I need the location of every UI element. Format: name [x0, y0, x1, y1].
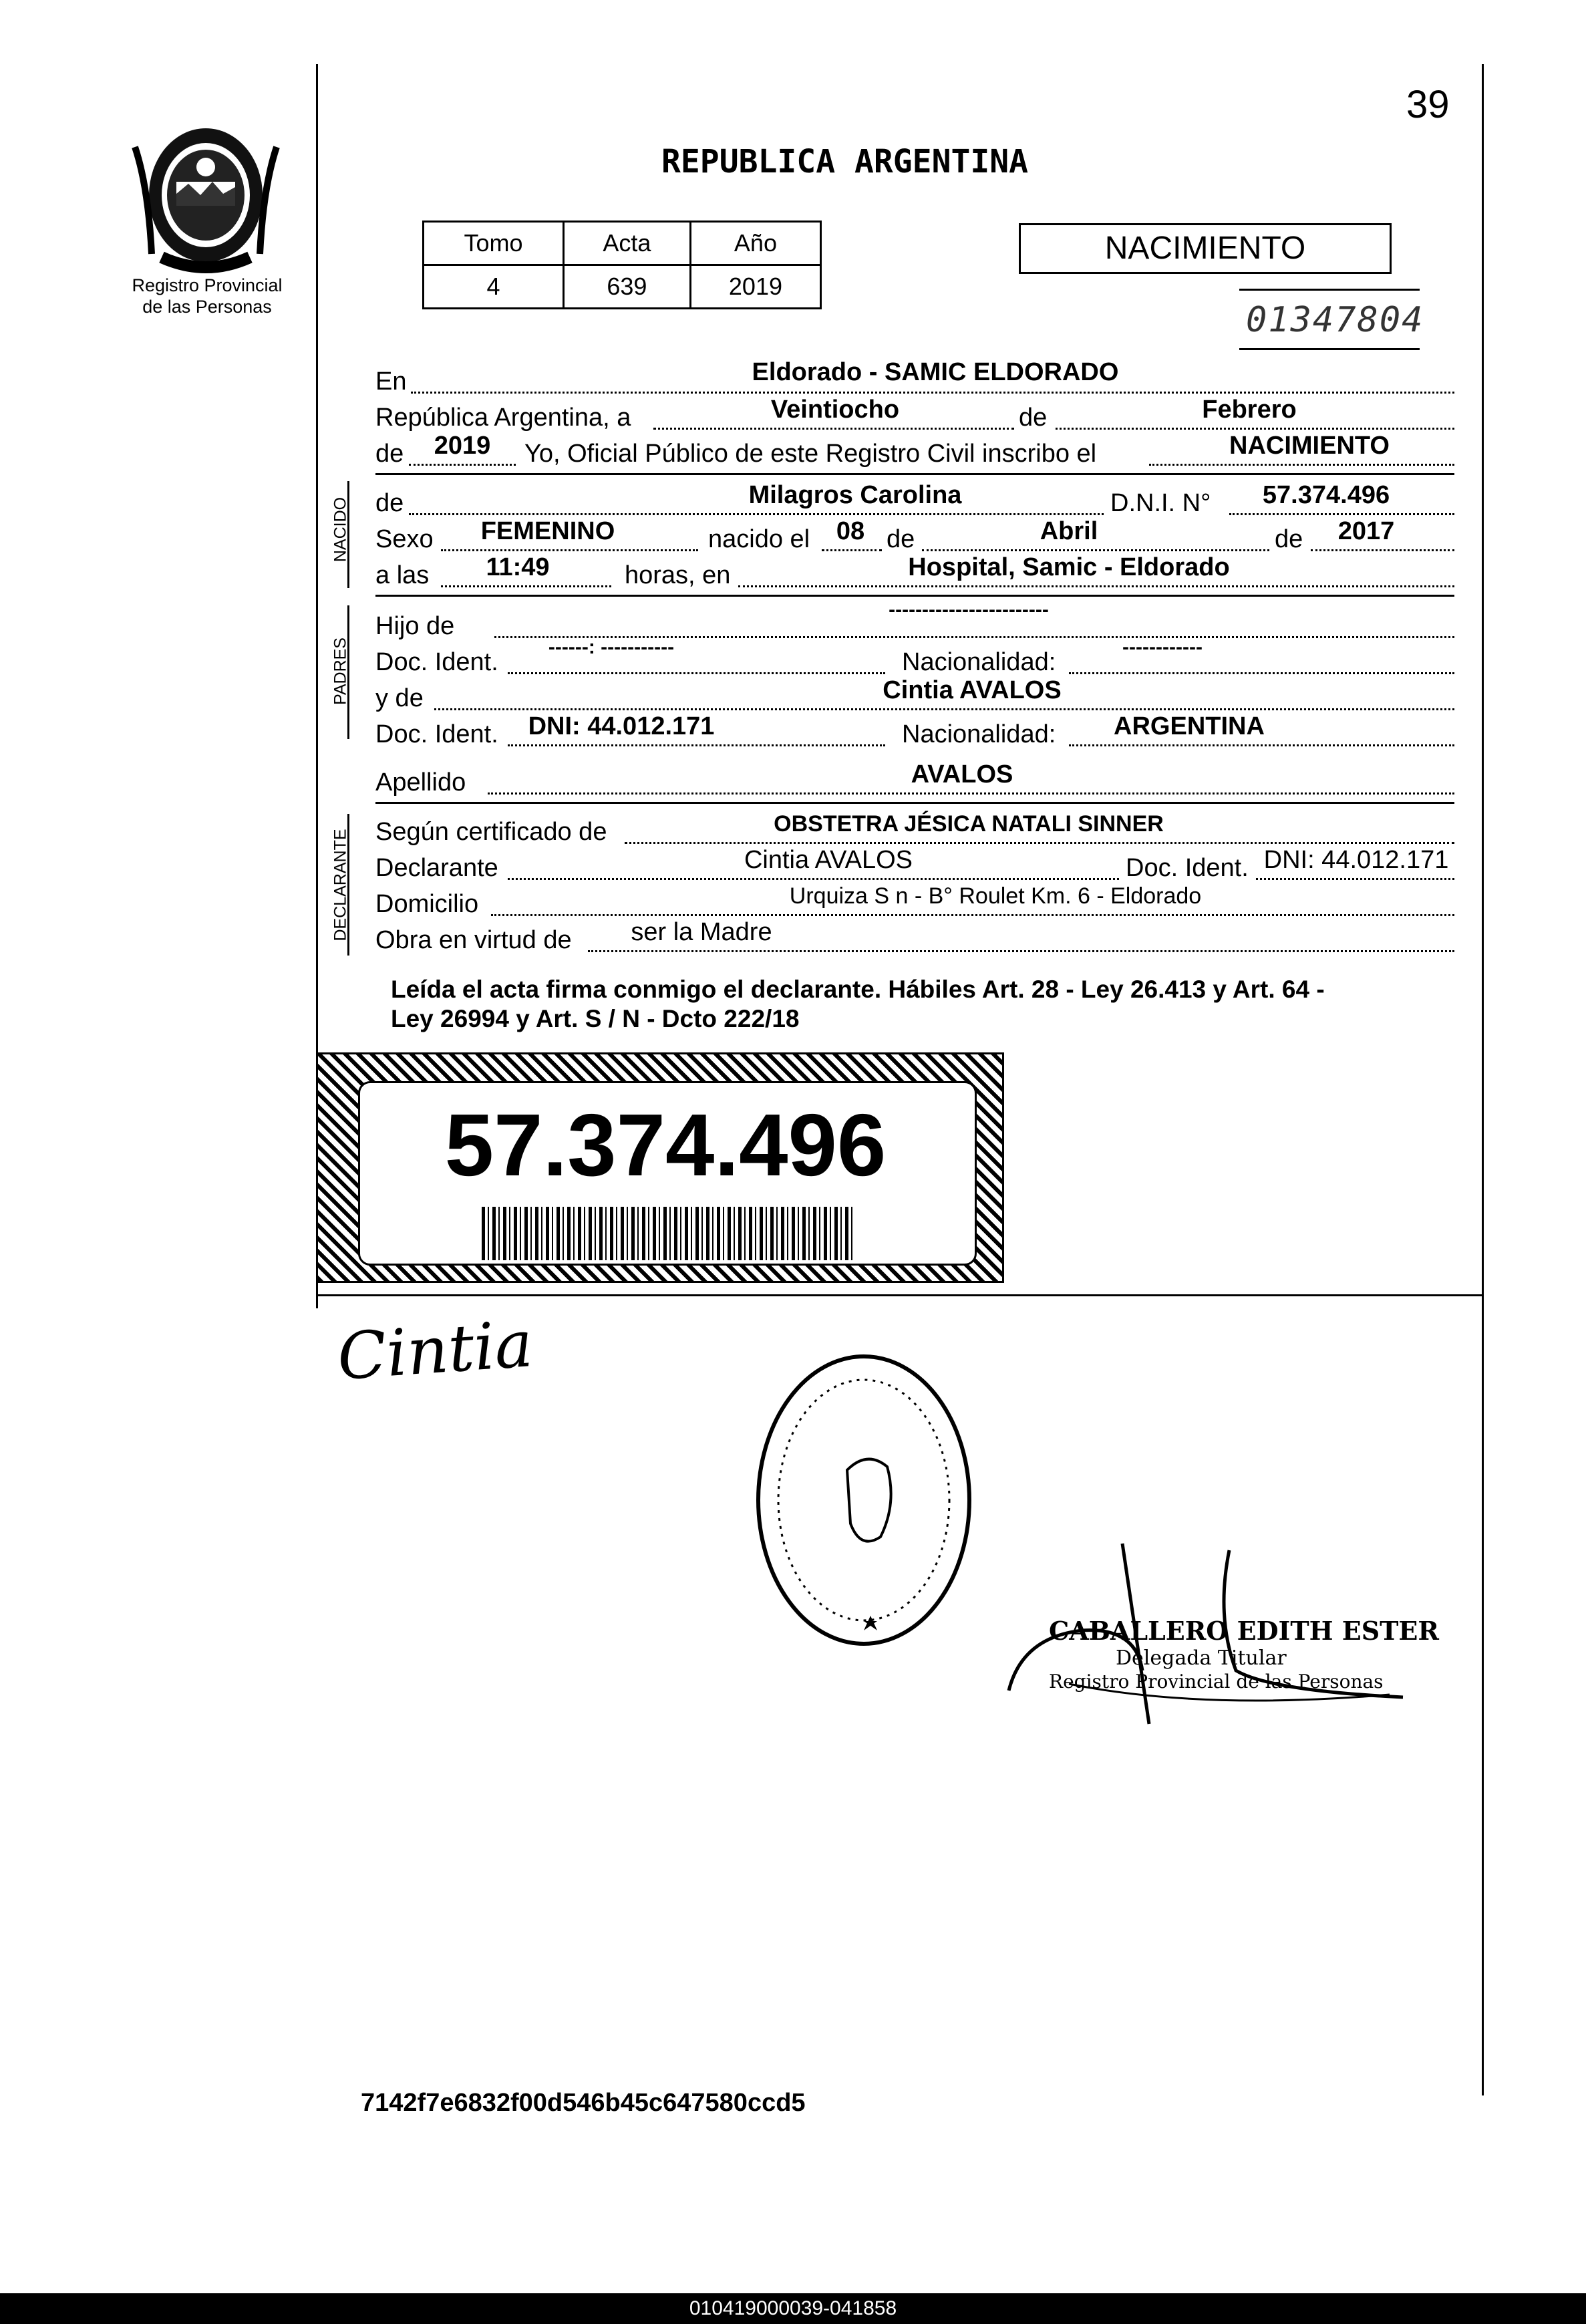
official-name: CABALLERO EDITH ESTER	[1049, 1616, 1439, 1646]
sticker-number: 57.374.496	[444, 1096, 887, 1194]
dni-dotted-line	[1229, 513, 1454, 515]
apellido-separator	[375, 802, 1454, 804]
day-value: Veintiocho	[770, 396, 900, 424]
mother-dotted-line	[434, 708, 1454, 710]
act-separator	[375, 473, 1454, 475]
birth-place: Hospital, Samic - Eldorado	[908, 553, 1230, 581]
apellido-dotted-line	[488, 792, 1454, 794]
father-nat: ------------	[1122, 636, 1203, 658]
mother-nat-dotted-line	[1069, 744, 1454, 746]
record-type: NACIMIENTO	[1104, 231, 1306, 266]
cert-dotted-line	[625, 842, 1454, 844]
birth-place-dotted-line	[738, 585, 1454, 587]
apellido-label: Apellido	[375, 768, 466, 796]
domicilio-label: Domicilio	[375, 890, 479, 918]
decl-doc-value: DNI: 44.012.171	[1263, 846, 1449, 874]
declarant-signature: Cintia	[335, 1306, 536, 1395]
table-header-tomo: Tomo	[424, 222, 564, 265]
birth-day-dotted-line	[822, 549, 882, 551]
place-value: Eldorado - SAMIC ELDORADO	[752, 358, 1119, 386]
registry-name-line1: Registro Provincial	[132, 275, 283, 295]
de-label-2: de	[375, 440, 404, 468]
mother-doc-label: Doc. Ident.	[375, 720, 498, 748]
birth-day: 08	[836, 517, 865, 545]
sexo-label: Sexo	[375, 525, 434, 553]
sexo-dotted-line	[441, 549, 698, 551]
serial-stamp	[1239, 289, 1424, 350]
place-dotted-line	[411, 392, 1454, 394]
domicilio-dotted-line	[491, 914, 1454, 916]
sticker-bottom-rule	[316, 1294, 1482, 1296]
table-value-tomo: 4	[424, 265, 564, 309]
mother-doc: DNI: 44.012.171	[528, 712, 715, 740]
birth-time: 11:49	[486, 553, 550, 581]
child-dni: 57.374.496	[1262, 481, 1390, 509]
declarante-dotted-line	[508, 878, 1119, 880]
republica-label: República Argentina, a	[375, 404, 631, 432]
father-doc-label: Doc. Ident.	[375, 648, 498, 676]
record-type-box	[1019, 223, 1392, 274]
official-seal-icon	[754, 1350, 974, 1650]
day-dotted-line	[653, 428, 1014, 430]
en-label: En	[375, 368, 407, 396]
child-name: Milagros Carolina	[748, 481, 962, 509]
nacido-section-label: NACIDO	[331, 496, 350, 563]
mother-name: Cintia AVALOS	[883, 676, 1062, 704]
official-org: Registro Provincial de las Personas	[1049, 1671, 1384, 1693]
obra-label: Obra en virtud de	[375, 926, 572, 954]
domicilio-value: Urquiza S n - B° Roulet Km. 6 - Eldorado	[789, 883, 1202, 909]
birth-year: 2017	[1337, 517, 1395, 545]
declarante-label: Declarante	[375, 854, 498, 882]
yde-label: y de	[375, 684, 424, 712]
nacido-de-label: de	[375, 489, 404, 517]
year-dotted-line	[409, 464, 516, 466]
dni-sticker	[316, 1052, 1004, 1283]
declarante-section-label: DECLARANTE	[331, 829, 350, 941]
inscribo-text: Yo, Oficial Público de este Registro Civil inscribo el	[524, 440, 1097, 468]
declarante-value: Cintia AVALOS	[744, 846, 913, 874]
father-doc: ------: -----------	[548, 636, 675, 658]
apellido-value: AVALOS	[911, 760, 1013, 788]
padres-section-label: PADRES	[331, 637, 350, 705]
father-doc-dotted-line	[508, 672, 885, 674]
horas-label: horas, en	[625, 561, 731, 589]
decl-doc-label: Doc. Ident.	[1126, 854, 1249, 882]
right-margin-line	[1482, 64, 1484, 2095]
obra-value: ser la Madre	[631, 918, 772, 946]
country-title: REPUBLICA ARGENTINA	[661, 143, 1029, 180]
father-name: ------------------------	[889, 599, 1049, 621]
inscribo-dotted-line	[1149, 464, 1454, 466]
footer-code: 010419000039-041858	[689, 2297, 897, 2319]
cert-value: OBSTETRA JÉSICA NATALI SINNER	[774, 811, 1164, 837]
serial-number: 01347804	[1246, 300, 1424, 340]
decl-doc-dotted-line	[1256, 878, 1454, 880]
page-number: 39	[1406, 83, 1450, 126]
hijo-de-label: Hijo de	[375, 612, 455, 640]
mother-nat-label: Nacionalidad:	[902, 720, 1056, 748]
mother-doc-dotted-line	[508, 744, 885, 746]
birth-month: Abril	[1040, 517, 1098, 545]
legal-text-line2: Ley 26994 y Art. S / N - Dcto 222/18	[391, 1005, 800, 1032]
province-seal-icon	[122, 120, 290, 274]
table-header-anio: Año	[690, 222, 820, 265]
mother-nat: ARGENTINA	[1114, 712, 1265, 740]
legal-text-line1: Leída el acta firma conmigo el declarante. Hábiles Art. 28 - Ley 26.413 y Art. 64 -	[391, 976, 1325, 1003]
month-dotted-line	[1056, 428, 1454, 430]
obra-dotted-line	[588, 950, 1454, 952]
father-nat-label: Nacionalidad:	[902, 648, 1056, 676]
cert-label: Según certificado de	[375, 818, 607, 846]
province-logo	[122, 120, 290, 274]
birth-year-dotted-line	[1311, 549, 1454, 551]
inscribo-value: NACIMIENTO	[1229, 432, 1390, 460]
table-value-acta: 639	[563, 265, 690, 309]
nacido-de-label-3: de	[1275, 525, 1303, 553]
official-signature	[1002, 1537, 1439, 1737]
record-table	[422, 221, 822, 309]
year-value: 2019	[434, 432, 491, 460]
de-label-1: de	[1019, 404, 1048, 432]
nacido-el-label: nacido el	[708, 525, 810, 553]
alas-label: a las	[375, 561, 430, 589]
nacido-de-label-2: de	[887, 525, 915, 553]
birth-month-dotted-line	[922, 549, 1269, 551]
registry-name-line2: de las Personas	[142, 297, 272, 317]
sticker-barcode	[482, 1207, 856, 1260]
official-title: Delegada Titular	[1116, 1646, 1287, 1670]
month-value: Febrero	[1202, 396, 1297, 424]
table-header-acta: Acta	[563, 222, 690, 265]
time-dotted-line	[441, 585, 611, 587]
footer-bar	[0, 2293, 1586, 2324]
child-sexo: FEMENINO	[480, 517, 615, 545]
document-hash: 7142f7e6832f00d546b45c647580ccd5	[361, 2089, 806, 2117]
official-stamp	[754, 1350, 974, 1650]
name-dotted-line	[409, 513, 1104, 515]
dni-label: D.N.I. N°	[1110, 489, 1211, 517]
table-value-anio: 2019	[690, 265, 820, 309]
father-nat-dotted-line	[1069, 672, 1454, 674]
nacido-separator	[375, 595, 1454, 597]
